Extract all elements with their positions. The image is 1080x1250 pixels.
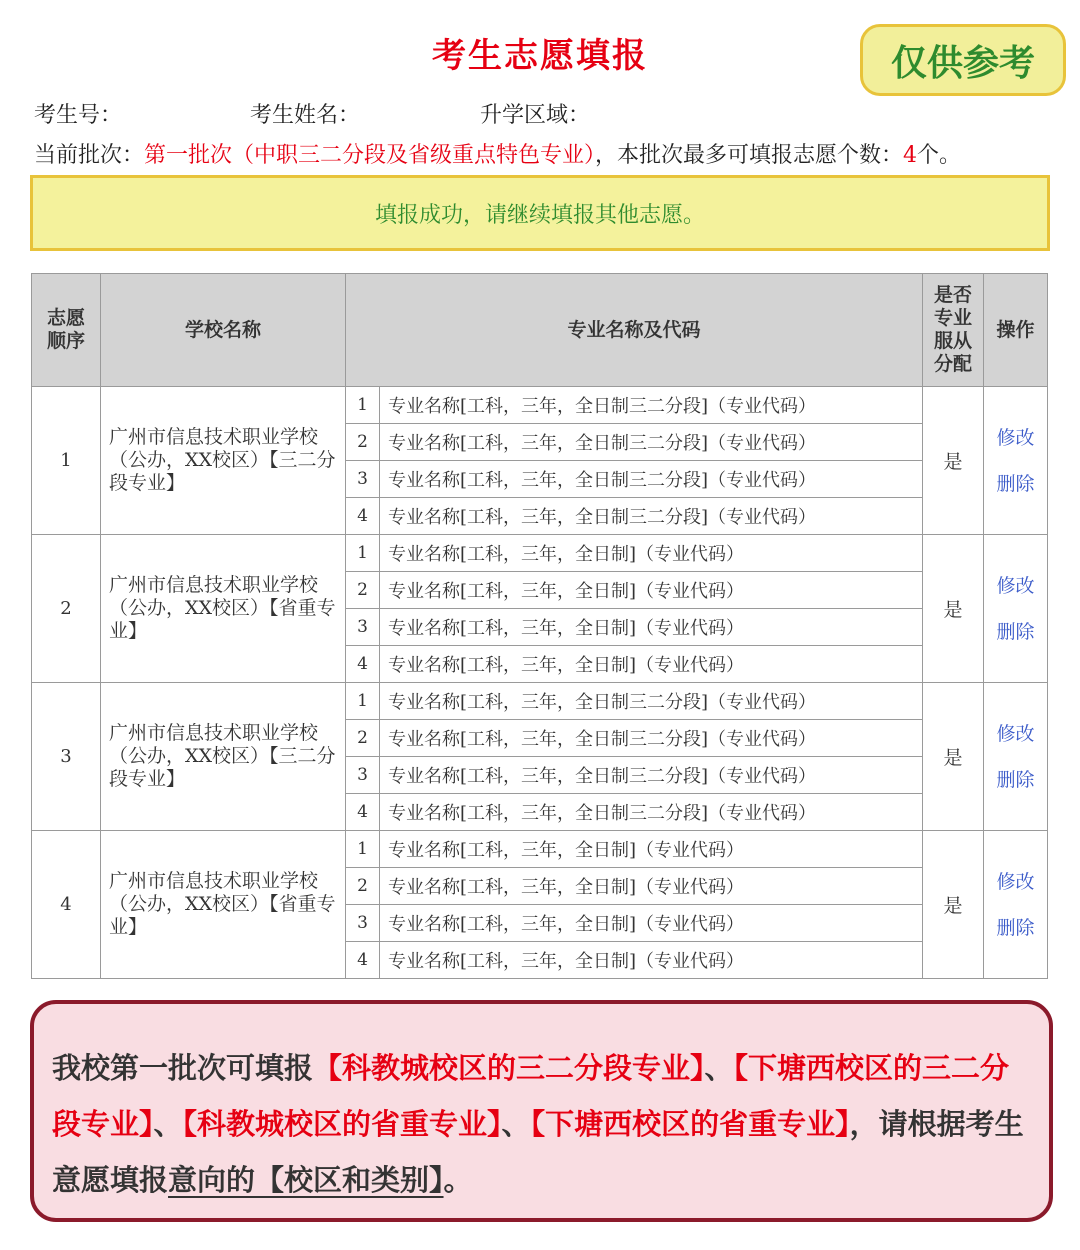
major-name: 专业名称[工科，三年，全日制]（专业代码）: [380, 535, 923, 572]
major-name: 专业名称[工科，三年，全日制]（专业代码）: [380, 572, 923, 609]
obey-assignment: 是: [923, 683, 984, 831]
major-name: 专业名称[工科，三年，全日制]（专业代码）: [380, 646, 923, 683]
notice-end: 。: [443, 1163, 473, 1197]
major-index: 4: [346, 646, 380, 683]
obey-assignment: 是: [923, 535, 984, 683]
school-name: 广州市信息技术职业学校（公办，XX校区）【省重专业】: [101, 831, 346, 979]
notice-underlined-text: 意向的【校区和类别】: [168, 1163, 444, 1197]
page-title: 考生志愿填报: [432, 36, 648, 76]
obey-assignment: 是: [923, 831, 984, 979]
major-name: 专业名称[工科，三年，全日制三二分段]（专业代码）: [380, 683, 923, 720]
major-index: 4: [346, 942, 380, 979]
notice-text: 我校第一批次可填报: [52, 1051, 314, 1085]
major-name: 专业名称[工科，三年，全日制]（专业代码）: [380, 609, 923, 646]
exam-number-label: 考生号：: [34, 103, 123, 128]
school-name: 广州市信息技术职业学校（公办，XX校区）【三二分段专业】: [101, 683, 346, 831]
notice-separator: 、: [704, 1051, 734, 1085]
delete-link[interactable]: 删除: [996, 768, 1035, 791]
school-name: 广州市信息技术职业学校（公办，XX校区）【省重专业】: [101, 535, 346, 683]
major-index: 1: [346, 535, 380, 572]
notice-text: ，请根据考生意愿填报: [52, 1107, 1024, 1197]
batch-name: 第一批次（中职三二分段及省级重点特色专业）: [144, 143, 596, 168]
batch-prefix: 当前批次：: [34, 143, 145, 168]
application-table: [31, 273, 1048, 979]
major-name: 专业名称[工科，三年，全日制三二分段]（专业代码）: [380, 424, 923, 461]
choice-order: 2: [32, 535, 101, 683]
edit-link[interactable]: 修改: [996, 574, 1035, 597]
delete-link[interactable]: 删除: [996, 916, 1035, 939]
delete-link[interactable]: 删除: [996, 472, 1035, 495]
batch-limit-text: ，本批次最多可填报志愿个数：: [595, 143, 904, 168]
major-name: 专业名称[工科，三年，全日制]（专业代码）: [380, 905, 923, 942]
major-index: 3: [346, 757, 380, 794]
batch-limit-count: 4: [903, 143, 918, 168]
operations-cell: [984, 387, 1048, 535]
choice-order: 1: [32, 387, 101, 535]
major-name: 专业名称[工科，三年，全日制三二分段]（专业代码）: [380, 498, 923, 535]
choice-order: 3: [32, 683, 101, 831]
delete-link[interactable]: 删除: [996, 620, 1035, 643]
major-name: 专业名称[工科，三年，全日制三二分段]（专业代码）: [380, 387, 923, 424]
batch-limit-suffix: 个。: [917, 143, 962, 168]
major-name: 专业名称[工科，三年，全日制]（专业代码）: [380, 868, 923, 905]
school-notice-box: [30, 1000, 1053, 1222]
header-major: 专业名称及代码: [346, 274, 923, 387]
notice-separator: 、: [501, 1107, 531, 1141]
header-obey: 是否专业服从分配: [923, 274, 984, 387]
major-name: 专业名称[工科，三年，全日制]（专业代码）: [380, 831, 923, 868]
notice-option: 【下塘西校区的三二分段专业】: [52, 1051, 1010, 1141]
header-ops: 操作: [984, 274, 1048, 387]
major-index: 1: [346, 683, 380, 720]
major-name: 专业名称[工科，三年，全日制三二分段]（专业代码）: [380, 794, 923, 831]
edit-link[interactable]: 修改: [996, 870, 1035, 893]
admission-region-label: 升学区域：: [480, 103, 591, 128]
table-row: [32, 831, 1048, 868]
major-name: 专业名称[工科，三年，全日制三二分段]（专业代码）: [380, 757, 923, 794]
major-index: 2: [346, 572, 380, 609]
table-row: [32, 535, 1048, 572]
operations-cell: [984, 535, 1048, 683]
major-index: 2: [346, 720, 380, 757]
major-index: 1: [346, 387, 380, 424]
major-index: 4: [346, 498, 380, 535]
table-header-row: [32, 274, 1048, 387]
school-name: 广州市信息技术职业学校（公办，XX校区）【三二分段专业】: [101, 387, 346, 535]
header-order: 志愿顺序: [32, 274, 101, 387]
major-index: 1: [346, 831, 380, 868]
obey-assignment: 是: [923, 387, 984, 535]
major-index: 2: [346, 868, 380, 905]
edit-link[interactable]: 修改: [996, 722, 1035, 745]
choice-order: 4: [32, 831, 101, 979]
student-name-label: 考生姓名：: [250, 103, 361, 128]
major-name: 专业名称[工科，三年，全日制三二分段]（专业代码）: [380, 720, 923, 757]
operations-cell: [984, 683, 1048, 831]
major-index: 4: [346, 794, 380, 831]
header-school: 学校名称: [101, 274, 346, 387]
major-index: 3: [346, 905, 380, 942]
major-index: 2: [346, 424, 380, 461]
major-index: 3: [346, 461, 380, 498]
notice-option: 【科教城校区的三二分段专业】: [313, 1051, 705, 1085]
success-message-banner: 填报成功，请继续填报其他志愿。: [30, 175, 1050, 251]
table-row: [32, 387, 1048, 424]
current-batch-line: [34, 138, 961, 169]
major-name: 专业名称[工科，三年，全日制三二分段]（专业代码）: [380, 461, 923, 498]
notice-option: 【科教城校区的省重专业】: [182, 1107, 502, 1141]
table-row: [32, 683, 1048, 720]
major-index: 3: [346, 609, 380, 646]
notice-separator: 、: [153, 1107, 183, 1141]
major-name: 专业名称[工科，三年，全日制]（专业代码）: [380, 942, 923, 979]
operations-cell: [984, 831, 1048, 979]
reference-only-badge: 仅供参考: [860, 24, 1066, 96]
notice-option: 【下塘西校区的省重专业】: [530, 1107, 850, 1141]
edit-link[interactable]: 修改: [996, 426, 1035, 449]
